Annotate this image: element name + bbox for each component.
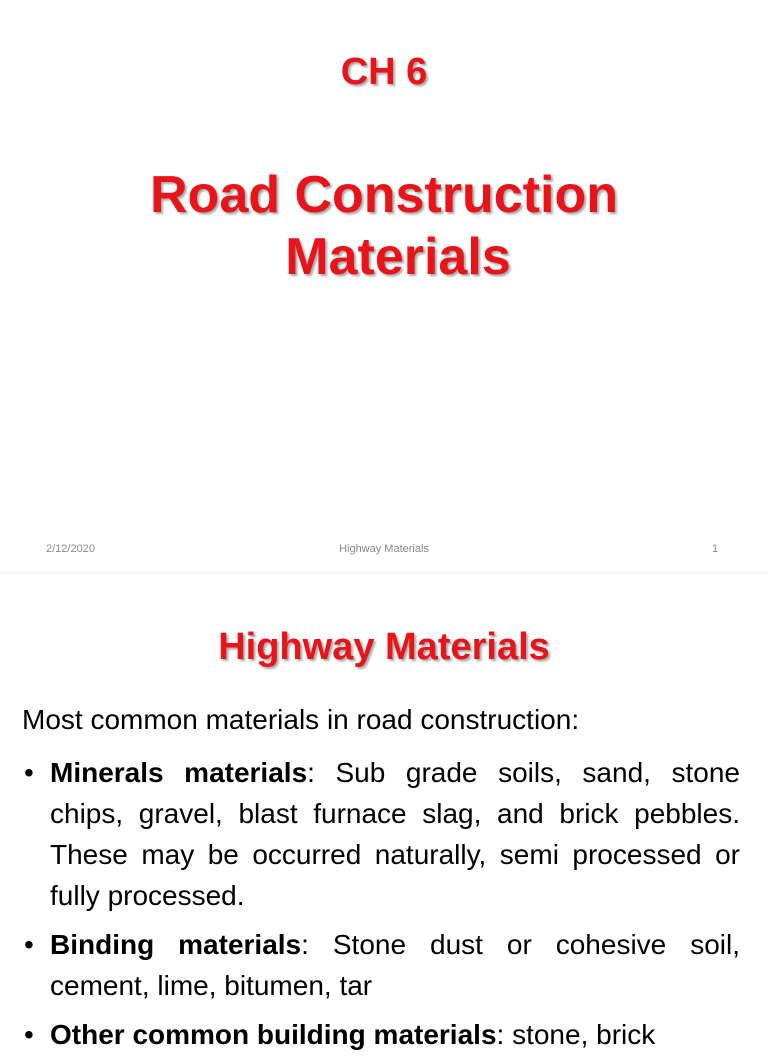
list-item [22, 752, 740, 916]
slide-title [0, 164, 768, 288]
bullet-term: Minerals materials [50, 757, 308, 788]
list-item [22, 924, 740, 1006]
footer-title: Highway Materials [339, 543, 429, 555]
bullet-list [22, 752, 740, 1063]
bullet-icon: • [24, 757, 34, 788]
slide-2 [0, 576, 768, 1050]
chapter-title: CH 6 [340, 51, 428, 93]
footer-date: 2/12/2020 [46, 543, 95, 555]
bullet-term: Binding materials [50, 929, 302, 960]
footer-page-number: 1 [712, 543, 719, 555]
slide-title-line-1: Road Construction [150, 166, 618, 224]
bullet-icon: • [24, 1019, 34, 1050]
slide-divider [0, 572, 768, 573]
bullet-icon: • [24, 929, 34, 960]
bullet-term: Other common building materials [50, 1019, 497, 1050]
list-item [22, 1014, 740, 1055]
bullet-text: : Sub grade soils, sand, stone chips, gravel, blast furnace slag, and brick pebbles. These may be occurred naturally, semi processed or fully processed. [50, 757, 740, 911]
intro-text: Most common materials in road construction: [22, 704, 580, 735]
bullet-text: : stone, brick [496, 1019, 656, 1050]
slide-title-line-2: Materials [285, 228, 511, 286]
bullet-text: : Stone dust or cohesive soil, cement, lime, bitumen, tar [50, 929, 740, 1001]
section-title: Highway Materials [218, 626, 550, 668]
